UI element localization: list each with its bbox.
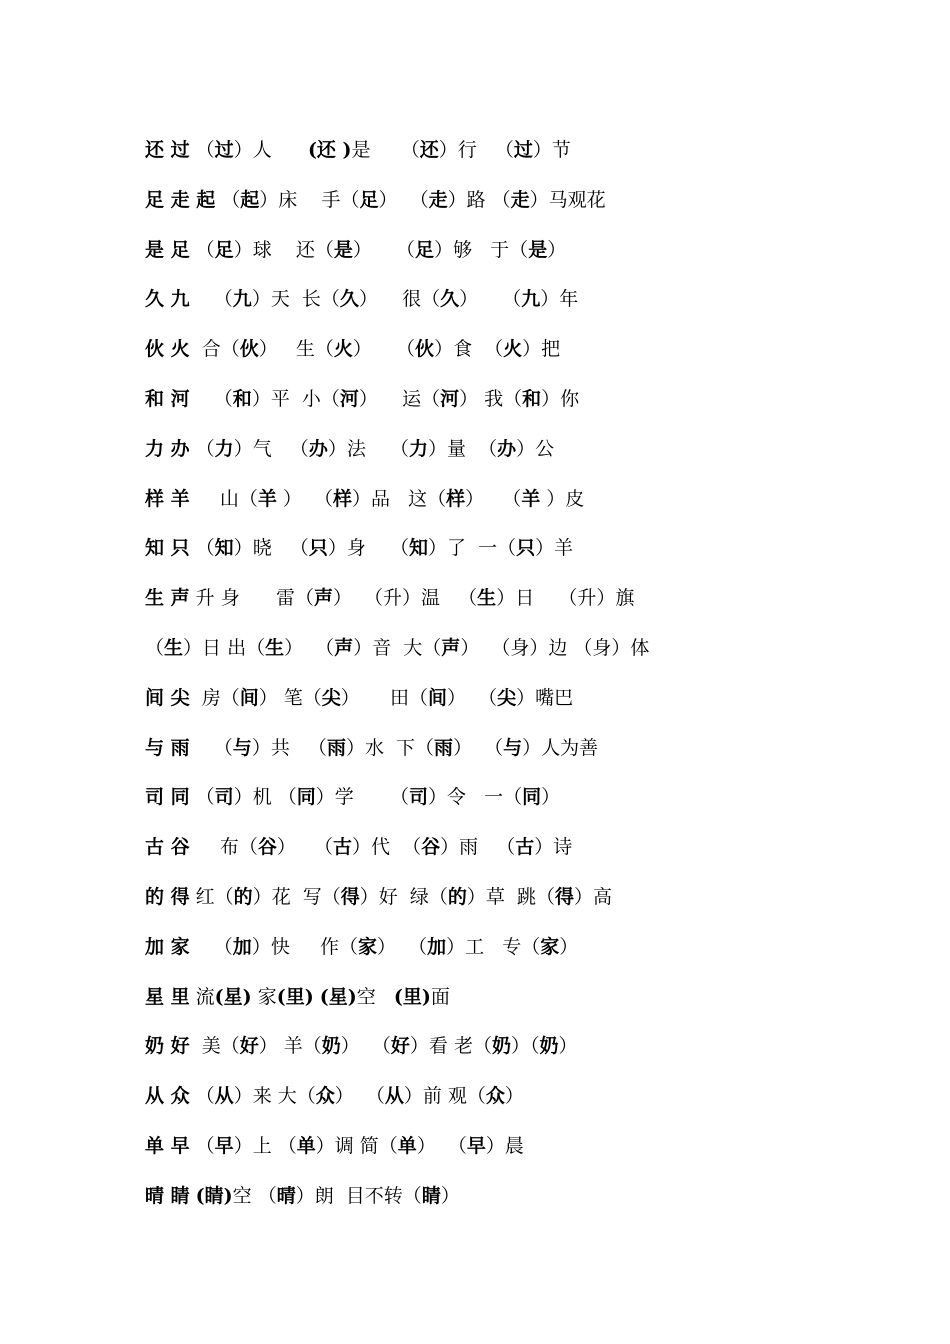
line-text: ） （ bbox=[465, 487, 522, 510]
line-text: ）晨 bbox=[485, 1135, 524, 1157]
line-text: 房（ bbox=[189, 686, 240, 709]
line-text: （ bbox=[189, 1135, 215, 1157]
line-text: ）平 小（ bbox=[251, 388, 340, 410]
bold-char: 好 bbox=[239, 1035, 259, 1058]
bold-char: 九 bbox=[521, 288, 541, 311]
bold-char: 和 河 bbox=[145, 388, 190, 410]
bold-char: 声 bbox=[441, 637, 461, 659]
word-pair-line bbox=[145, 777, 905, 817]
bold-char: 是 足 bbox=[145, 238, 190, 261]
bold-char: 从 众 bbox=[145, 1085, 190, 1108]
bold-char: 力 办 bbox=[145, 437, 190, 460]
line-text: （ bbox=[189, 736, 233, 759]
bold-char: 众 bbox=[315, 1085, 335, 1108]
line-text: ）前 观（ bbox=[403, 1085, 486, 1108]
bold-char: 知 只 bbox=[145, 537, 190, 560]
line-text: ）来 大（ bbox=[233, 1085, 316, 1108]
bold-char: 还 bbox=[419, 139, 439, 161]
line-text: 美（ bbox=[189, 1035, 240, 1058]
line-text: ） （ bbox=[276, 836, 333, 859]
bold-char: 伙 bbox=[415, 338, 435, 361]
line-text: ）代 （ bbox=[351, 836, 422, 859]
bold-char: 足 bbox=[415, 238, 435, 261]
bold-char: 同 bbox=[296, 786, 316, 809]
line-text: ） （ bbox=[377, 935, 428, 958]
bold-char: 的 得 bbox=[145, 886, 190, 908]
bold-char: 足 bbox=[359, 188, 379, 211]
bold-char: 久 九 bbox=[145, 288, 190, 311]
bold-char: 家 bbox=[358, 935, 378, 958]
line-text: ）音 大（ bbox=[353, 637, 442, 659]
bold-char: 生 bbox=[477, 587, 497, 610]
line-text: ）食 （ bbox=[434, 338, 504, 361]
line-text: 家 bbox=[251, 985, 277, 1008]
word-pair-line bbox=[145, 429, 905, 469]
line-text: ） （ bbox=[334, 1085, 385, 1108]
bold-char: 同 bbox=[522, 786, 542, 809]
bold-char: 知 bbox=[409, 537, 429, 560]
bold-char: 间 尖 bbox=[145, 686, 190, 709]
line-text: ）快 作（ bbox=[251, 935, 359, 958]
line-text: ）床 手（ bbox=[259, 188, 360, 211]
bold-char: 从 bbox=[384, 1085, 404, 1108]
line-text: ） 很（ bbox=[358, 288, 441, 311]
bold-char: 加 bbox=[232, 935, 252, 958]
line-text: ）节 bbox=[532, 139, 571, 161]
bold-char: 司 同 bbox=[145, 786, 190, 809]
bold-char: 奶 好 bbox=[145, 1035, 190, 1058]
line-text: ） （ bbox=[459, 288, 522, 311]
line-text: ）好 绿（ bbox=[359, 886, 448, 908]
word-pair-line bbox=[145, 180, 905, 220]
line-text: ）你 bbox=[541, 388, 580, 410]
word-pair-line bbox=[145, 379, 905, 419]
bold-char: 火 bbox=[503, 338, 523, 361]
bold-char: 河 bbox=[339, 388, 359, 410]
line-text: ）工 专（ bbox=[446, 935, 541, 958]
line-text: ）球 还（ bbox=[233, 238, 334, 261]
line-text: （ bbox=[189, 537, 215, 560]
line-text: ） （ bbox=[340, 1035, 391, 1058]
line-text: ）马观花 bbox=[529, 188, 606, 211]
bold-char: 与 bbox=[503, 736, 523, 759]
line-text: ）草 跳（ bbox=[466, 886, 555, 908]
bold-char: 的 bbox=[233, 886, 253, 908]
bold-char: (还 ) bbox=[307, 139, 352, 161]
bold-char: 从 bbox=[214, 1085, 234, 1108]
word-pair-line bbox=[145, 130, 905, 170]
bold-char: 生 声 bbox=[145, 587, 190, 610]
line-text: 面 bbox=[430, 985, 450, 1008]
bold-char: 晴 bbox=[276, 1184, 296, 1207]
bold-char: 睛 bbox=[421, 1184, 441, 1207]
line-text: （ bbox=[189, 1085, 215, 1108]
line-text: ） （ bbox=[284, 637, 335, 659]
bold-char: 还 过 bbox=[145, 139, 190, 161]
bold-char: 雨 bbox=[326, 736, 346, 759]
word-pair-line bbox=[145, 479, 905, 519]
line-text: 山（ bbox=[189, 487, 258, 510]
bold-char: 只 bbox=[516, 537, 536, 560]
bold-char: 谷 bbox=[421, 836, 441, 859]
line-text: ）品 这（ bbox=[351, 487, 447, 510]
line-text: ）年 bbox=[540, 288, 579, 311]
line-text: ）令 一（ bbox=[428, 786, 523, 809]
line-text: （ bbox=[189, 388, 233, 410]
line-text: ）共 （ bbox=[251, 736, 327, 759]
line-text: ） bbox=[440, 1184, 460, 1207]
bold-char: 奶 bbox=[491, 1035, 511, 1058]
line-text: ）（ bbox=[510, 1035, 540, 1058]
line-text: ） （ bbox=[416, 1135, 467, 1157]
bold-char: (里) bbox=[276, 985, 314, 1008]
bold-char: 和 bbox=[522, 388, 542, 410]
line-text: ）气 （ bbox=[233, 437, 309, 460]
bold-char: 伙 bbox=[239, 338, 259, 361]
line-text: 空 （ bbox=[232, 1184, 277, 1207]
line-text: 布（ bbox=[189, 836, 258, 859]
bold-char: 单 bbox=[296, 1135, 316, 1157]
bold-char: 雨 bbox=[434, 736, 454, 759]
bold-char: 生 bbox=[164, 637, 184, 659]
line-text: ）行 （ bbox=[438, 139, 514, 161]
line-text: ）朗 目不转（ bbox=[295, 1184, 422, 1207]
bold-char: 办 bbox=[497, 437, 517, 460]
line-text: ） bbox=[547, 238, 567, 261]
bold-char: 久 bbox=[440, 288, 460, 311]
line-text: ）机 （ bbox=[233, 786, 297, 809]
line-text: ） 笔（ bbox=[258, 686, 322, 709]
line-text: （ bbox=[189, 786, 215, 809]
line-text: 合（ bbox=[189, 338, 240, 361]
line-text: ）法 （ bbox=[327, 437, 409, 460]
bold-char: (星) bbox=[319, 985, 357, 1008]
word-pair-line bbox=[145, 628, 905, 668]
bold-char: 与 bbox=[232, 736, 252, 759]
line-text: ）诗 bbox=[534, 836, 573, 859]
line-text: （ bbox=[189, 437, 215, 460]
line-text: ）看 老（ bbox=[409, 1035, 492, 1058]
bold-char: 早 bbox=[214, 1135, 234, 1157]
bold-char: 家 bbox=[540, 935, 560, 958]
bold-char: 火 bbox=[333, 338, 353, 361]
bold-char: 力 bbox=[214, 437, 234, 460]
bold-char: 办 bbox=[308, 437, 328, 460]
bold-char: 谷 bbox=[257, 836, 277, 859]
bold-char: 单 bbox=[397, 1135, 417, 1157]
line-text: ）人为善 bbox=[522, 736, 599, 759]
line-text: 红（ bbox=[189, 886, 234, 908]
line-text: ）雨 （ bbox=[440, 836, 516, 859]
bold-char: 生 bbox=[265, 637, 285, 659]
bold-char: 过 bbox=[214, 139, 234, 161]
bold-char: 与 雨 bbox=[145, 736, 190, 759]
bold-char: 得 bbox=[340, 886, 360, 908]
bold-char: 羊 bbox=[257, 487, 277, 510]
bold-char: 尖 bbox=[321, 686, 341, 709]
line-text: 升 身 雷（ bbox=[189, 587, 314, 610]
bold-char: 单 早 bbox=[145, 1135, 190, 1157]
bold-char: 走 bbox=[510, 188, 530, 211]
line-text: ）晓 （ bbox=[233, 537, 309, 560]
line-text: ）花 写（ bbox=[252, 886, 341, 908]
bold-char: 足 走 起 bbox=[145, 188, 216, 211]
line-text: ）人 bbox=[233, 139, 308, 161]
line-text: ）羊 bbox=[535, 537, 574, 560]
bold-char: 间 bbox=[239, 686, 259, 709]
line-text: ） 羊（ bbox=[258, 1035, 322, 1058]
bold-char: 间 bbox=[428, 686, 448, 709]
line-text: ） （身）边 （身）体 bbox=[460, 637, 650, 659]
line-text: ） （ bbox=[352, 238, 416, 261]
word-pair-line bbox=[145, 678, 905, 718]
bold-char: 得 bbox=[555, 886, 575, 908]
bold-char: 过 bbox=[513, 139, 533, 161]
line-text: ）水 下（ bbox=[345, 736, 435, 759]
bold-char: 加 bbox=[427, 935, 447, 958]
line-text: ）把 bbox=[522, 338, 561, 361]
bold-char: 和 bbox=[232, 388, 252, 410]
line-text: ）天 长（ bbox=[251, 288, 340, 311]
line-text: ） （ bbox=[276, 487, 333, 510]
word-pair-line bbox=[145, 1026, 905, 1066]
word-pair-line bbox=[145, 1126, 905, 1166]
line-text: ）上 （ bbox=[233, 1135, 297, 1157]
line-text: ）日 （升）旗 bbox=[496, 587, 635, 610]
word-pair-line bbox=[145, 578, 905, 618]
line-text: ）身 （ bbox=[327, 537, 409, 560]
line-text: ）日 出（ bbox=[183, 637, 266, 659]
bold-char: 声 bbox=[313, 587, 333, 610]
line-text: ）学 （ bbox=[315, 786, 409, 809]
bold-char: 晴 睛 bbox=[145, 1184, 190, 1207]
bold-char: 河 bbox=[440, 388, 460, 410]
line-text: （ bbox=[145, 637, 165, 659]
bold-char: (睛) bbox=[195, 1184, 233, 1207]
bold-char: 众 bbox=[485, 1085, 505, 1108]
bold-char: 伙 火 bbox=[145, 338, 190, 361]
bold-char: 司 bbox=[214, 786, 234, 809]
bold-char: 起 bbox=[240, 188, 260, 211]
line-text: ） 我（ bbox=[459, 388, 523, 410]
line-text: 流 bbox=[189, 985, 215, 1008]
bold-char: 星 里 bbox=[145, 985, 190, 1008]
line-text: ） bbox=[504, 1085, 524, 1108]
word-pair-line bbox=[145, 329, 905, 369]
bold-char: 古 bbox=[515, 836, 535, 859]
bold-char: 知 bbox=[214, 537, 234, 560]
bold-char: 好 bbox=[390, 1035, 410, 1058]
word-pair-line bbox=[145, 279, 905, 319]
line-text: ） 生（ bbox=[258, 338, 334, 361]
word-pair-line bbox=[145, 230, 905, 270]
line-text: （ bbox=[189, 238, 215, 261]
bold-char: (里) bbox=[393, 985, 431, 1008]
line-text: ） bbox=[559, 935, 579, 958]
bold-char: 司 bbox=[409, 786, 429, 809]
line-text: 空 bbox=[356, 985, 394, 1008]
line-text: ）了 一（ bbox=[428, 537, 517, 560]
line-text: ） 田（ bbox=[340, 686, 428, 709]
word-pair-line bbox=[145, 528, 905, 568]
word-pair-line bbox=[145, 728, 905, 768]
bold-char: 力 bbox=[409, 437, 429, 460]
line-text: ）路 （ bbox=[447, 188, 511, 211]
line-text: ） （ bbox=[447, 686, 498, 709]
line-text: ）量 （ bbox=[428, 437, 498, 460]
bold-char: 羊 bbox=[521, 487, 541, 510]
bold-char: 九 bbox=[232, 288, 252, 311]
word-pair-line bbox=[145, 827, 905, 867]
word-pair-line bbox=[145, 1176, 905, 1216]
line-text: ）皮 bbox=[540, 487, 585, 510]
bold-char: 样 bbox=[332, 487, 352, 510]
word-pair-line bbox=[145, 927, 905, 967]
word-pair-line bbox=[145, 877, 905, 917]
line-text: ） （ bbox=[352, 338, 416, 361]
bold-char: (星) bbox=[214, 985, 252, 1008]
line-text: （ bbox=[215, 188, 241, 211]
bold-char: 声 bbox=[334, 637, 354, 659]
line-text: ） （ bbox=[453, 736, 504, 759]
bold-char: 尖 bbox=[497, 686, 517, 709]
bold-char: 奶 bbox=[539, 1035, 559, 1058]
bold-char: 是 bbox=[333, 238, 353, 261]
line-text: ） bbox=[558, 1035, 578, 1058]
bold-char: 奶 bbox=[321, 1035, 341, 1058]
line-text: （ bbox=[189, 288, 233, 311]
bold-char: 样 bbox=[446, 487, 466, 510]
line-text: ）高 bbox=[574, 886, 613, 908]
bold-char: 走 bbox=[428, 188, 448, 211]
bold-char: 早 bbox=[466, 1135, 486, 1157]
bold-char: 古 bbox=[332, 836, 352, 859]
bold-char: 是 bbox=[528, 238, 548, 261]
line-text: ）够 于（ bbox=[434, 238, 529, 261]
line-text: ） （ bbox=[378, 188, 429, 211]
line-text: 是 （ bbox=[351, 139, 420, 161]
bold-char: 古 谷 bbox=[145, 836, 190, 859]
word-pair-line bbox=[145, 977, 905, 1017]
bold-char: 足 bbox=[214, 238, 234, 261]
bold-char: 只 bbox=[308, 537, 328, 560]
line-text: （ bbox=[189, 935, 233, 958]
line-text: ） bbox=[541, 786, 561, 809]
line-text: ）嘴巴 bbox=[516, 686, 574, 709]
word-pair-line bbox=[145, 1076, 905, 1116]
line-text: ） （升）温 （ bbox=[332, 587, 478, 610]
bold-char: 样 羊 bbox=[145, 487, 190, 510]
line-text: ） 运（ bbox=[358, 388, 441, 410]
line-text: ）公 bbox=[516, 437, 555, 460]
line-text: ）调 简（ bbox=[315, 1135, 398, 1157]
bold-char: 久 bbox=[339, 288, 359, 311]
line-text: （ bbox=[189, 139, 215, 161]
bold-char: 的 bbox=[447, 886, 467, 908]
bold-char: 加 家 bbox=[145, 935, 190, 958]
